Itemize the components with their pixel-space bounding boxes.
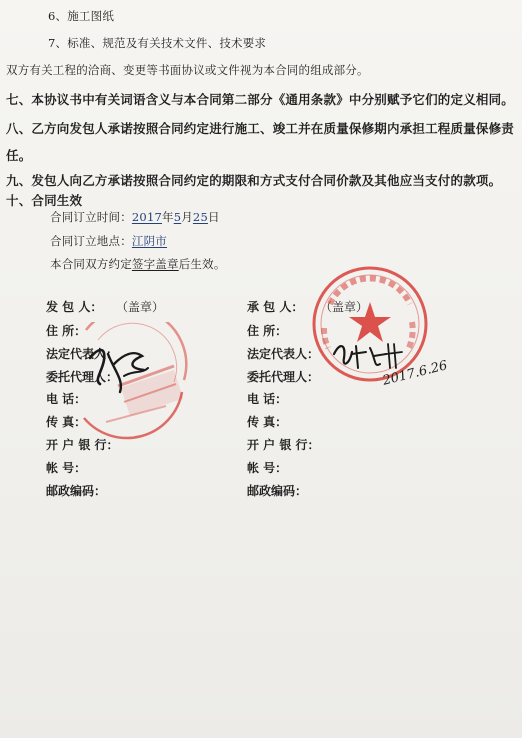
- year-unit: 年: [161, 210, 174, 224]
- contractor-account-label: 帐 号：: [247, 461, 288, 475]
- documents-note: 双方有关工程的洽商、变更等书面协议或文件视为本合同的组成部分。: [6, 63, 369, 77]
- effective-prefix: 本合同双方约定: [50, 257, 132, 271]
- employer-agent-label: 委托代理人：: [46, 370, 119, 384]
- employer-postcode-label: 邮政编码：: [46, 484, 107, 498]
- employer-fax-label: 传 真：: [46, 415, 87, 429]
- effective-signature: 签字盖章: [131, 257, 179, 271]
- contractor-postcode-label: 邮政编码：: [247, 484, 308, 498]
- contract-place-label: 合同订立地点：: [50, 234, 132, 248]
- effective-line: [50, 256, 226, 272]
- clause-7: 七、本协议书中有关词语含义与本合同第二部分《通用条款》中分别赋予它们的定义相同。: [6, 92, 515, 107]
- employer-label: 发 包 人：: [46, 300, 103, 314]
- contractor-agent-label: 委托代理人：: [247, 370, 320, 384]
- employer-signature: [84, 340, 154, 396]
- contractor-fax-label: 传 真：: [247, 415, 288, 429]
- employer-account-label: 帐 号：: [46, 461, 87, 475]
- contract-day: 25: [192, 210, 208, 224]
- clause-8: 八、乙方向发包人承诺按照合同约定进行施工、竣工并在质量保修期内承担工程质量保修责: [6, 121, 515, 136]
- contract-place-line: [50, 233, 167, 249]
- contractor-legal-rep-label: 法定代表人：: [247, 347, 320, 361]
- clause-8-cont: 任。: [6, 148, 32, 163]
- contractor-seal-note: （盖章）: [320, 300, 369, 314]
- contract-year: 2017: [131, 210, 162, 224]
- contract-place: 江阴市: [131, 234, 168, 248]
- employer-bank-label: 开 户 银 行：: [46, 438, 119, 452]
- clause-10-title: 十、合同生效: [6, 193, 83, 208]
- contractor-bank-label: 开 户 银 行：: [247, 438, 320, 452]
- contractor-signature-date: 2017.6.26: [381, 358, 450, 389]
- month-unit: 月: [181, 210, 193, 224]
- contract-date-line: [50, 209, 220, 225]
- employer-address-label: 住 所：: [46, 324, 87, 338]
- contractor-signature: [330, 334, 410, 374]
- day-unit: 日: [207, 210, 220, 224]
- contract-date-label: 合同订立时间：: [50, 210, 132, 224]
- item-6: 6、施工图纸: [48, 9, 115, 23]
- contractor-label: 承 包 人：: [247, 300, 304, 314]
- contractor-phone-label: 电 话：: [247, 392, 288, 406]
- effective-suffix: 后生效。: [178, 257, 226, 271]
- contract-month: 5: [173, 210, 182, 224]
- clause-9: 九、发包人向乙方承诺按照合同约定的期限和方式支付合同价款及其他应当支付的款项。: [6, 173, 502, 188]
- employer-seal-note: （盖章）: [116, 300, 165, 314]
- item-7: 7、标准、规范及有关技术文件、技术要求: [48, 36, 267, 50]
- employer-legal-rep-label: 法定代表人：: [46, 347, 119, 361]
- employer-phone-label: 电 话：: [46, 392, 87, 406]
- contractor-address-label: 住 所：: [247, 324, 288, 338]
